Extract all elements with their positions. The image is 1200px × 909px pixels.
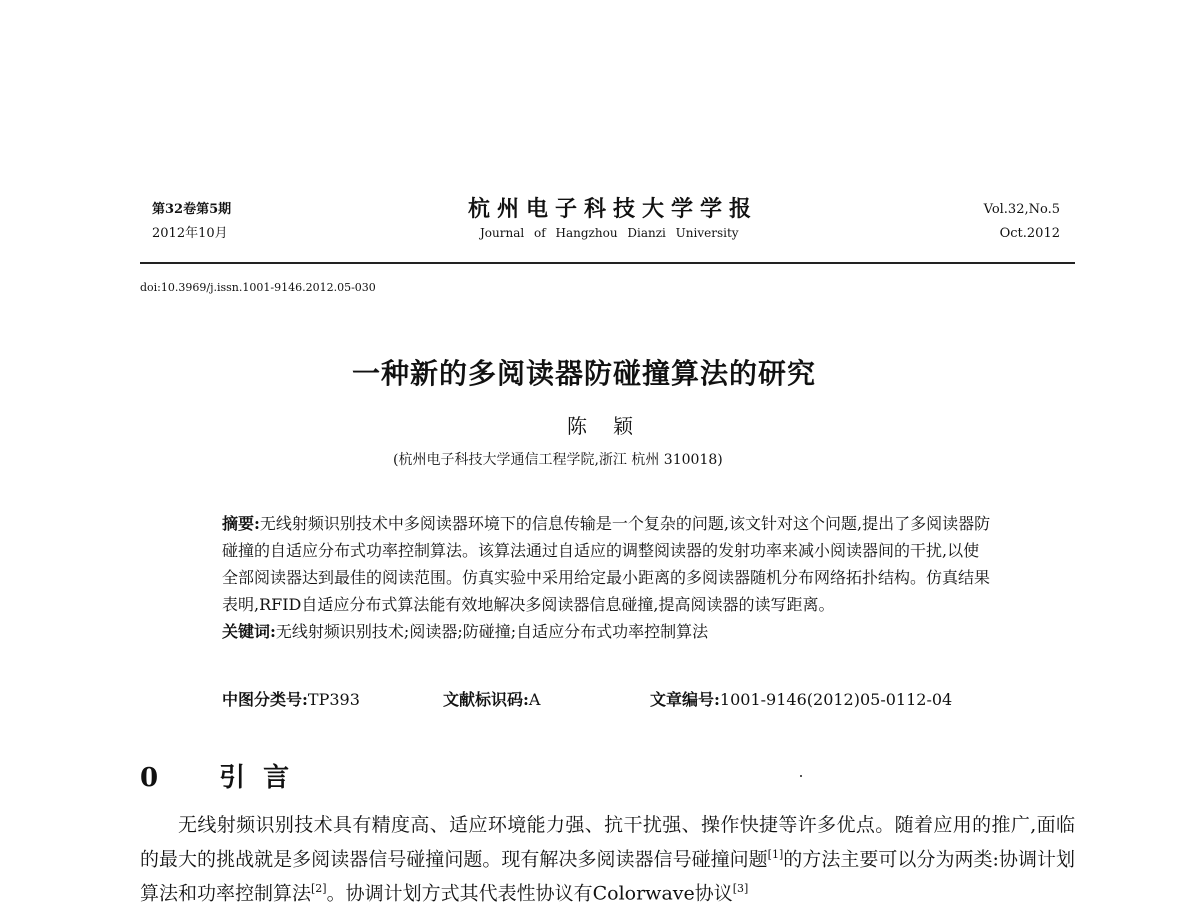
issue-label: 第32卷第5期 bbox=[152, 202, 232, 217]
intro-paragraph bbox=[140, 810, 1075, 909]
abstract-block bbox=[222, 510, 992, 645]
author-name: 陈颖 bbox=[567, 414, 659, 438]
ref-3[interactable]: [3] bbox=[732, 882, 749, 896]
doc-code bbox=[443, 687, 540, 710]
article-label: 文章编号: bbox=[650, 690, 720, 709]
body-text-2: 的方法主要可以分为两类:协调计划算法和功率控制算法 bbox=[140, 848, 1075, 905]
journal-title-cn: 杭州电子科技大学学报 bbox=[468, 196, 759, 222]
clc-label: 中图分类号: bbox=[222, 690, 308, 709]
section-number: 0 bbox=[140, 763, 177, 793]
abstract-label: 摘要: bbox=[222, 514, 260, 533]
header-rule bbox=[140, 262, 1075, 264]
keywords-text: 无线射频识别技术;阅读器;防碰撞;自适应分布式功率控制算法 bbox=[275, 622, 709, 641]
body-text-1: 无线射频识别技术具有精度高、适应环境能力强、抗干扰强、操作快捷等许多优点。随着应用的推广,面临的最大的挑战就是多阅读器信号碰撞问题。现有解决多阅读器信号碰撞问题 bbox=[140, 814, 1075, 871]
section-title: 引言 bbox=[219, 763, 308, 793]
volume-label: Vol.32,No.5 bbox=[983, 202, 1060, 217]
article-number bbox=[650, 687, 952, 710]
date-en-label: Oct.2012 bbox=[999, 226, 1060, 241]
clc-code bbox=[222, 687, 360, 710]
article-value: 1001-9146(2012)05-0112-04 bbox=[719, 690, 953, 709]
keywords-label: 关键词: bbox=[222, 622, 276, 641]
section-heading bbox=[140, 757, 307, 794]
doc-value: A bbox=[528, 690, 541, 709]
ref-1[interactable]: [1] bbox=[767, 848, 784, 861]
scan-speck bbox=[800, 775, 802, 777]
date-label: 2012年10月 bbox=[152, 226, 228, 241]
body-text-3: 。协调计划方式其代表性协议有Colorwave协议 bbox=[326, 882, 733, 905]
journal-title-en: Journal of Hangzhou Dianzi University bbox=[480, 226, 739, 240]
abstract-text: 无线射频识别技术中多阅读器环境下的信息传输是一个复杂的问题,该文针对这个问题,提出了多阅读器防碰撞的自适应分布式功率控制算法。该算法通过自适应的调整阅读器的发射功率来减小阅读器间的干扰,以使全部阅读器达到最佳的阅读范围。仿真实验中采用给定最小距离的多阅读器随机分布网络拓扑结构。仿真结果表明,RFID自适应分布式算法能有效地解决多阅读器信息碰撞,提高阅读器的读写距离。 bbox=[222, 514, 991, 614]
ref-2[interactable]: [2] bbox=[311, 882, 327, 896]
affiliation: (杭州电子科技大学通信工程学院,浙江 杭州 310018) bbox=[393, 452, 723, 468]
clc-value: TP393 bbox=[307, 690, 360, 709]
paper-title: 一种新的多阅读器防碰撞算法的研究 bbox=[352, 357, 817, 390]
doi-line: doi:10.3969/j.issn.1001-9146.2012.05-030 bbox=[140, 281, 376, 294]
doc-label: 文献标识码: bbox=[443, 690, 529, 709]
